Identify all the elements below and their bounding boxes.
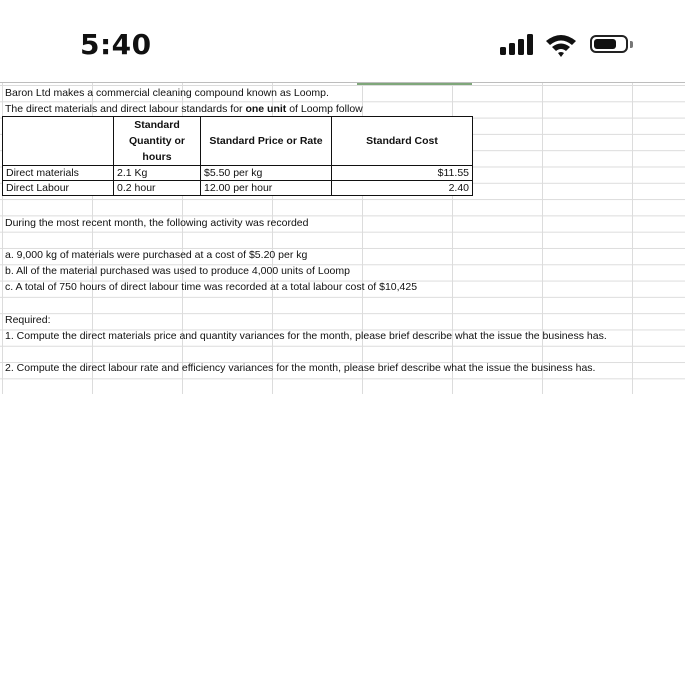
row-cost-cell[interactable]: 2.40 <box>332 181 473 196</box>
required-item-2: 2. Compute the direct labour rate and efficiency variances for the month, please brief describe what the issue the business has. <box>5 362 596 374</box>
header-quantity-line-2: Quantity or <box>128 135 185 147</box>
spreadsheet-area[interactable] <box>0 82 685 394</box>
sheet-top-border <box>0 82 685 83</box>
row-price-cell[interactable]: $5.50 per kg <box>201 166 332 181</box>
intro-line-2-bold: one unit <box>245 103 287 115</box>
activity-item-c: c. A total of 750 hours of direct labour time was recorded at a total labour cost of $10,425 <box>5 281 418 293</box>
header-blank-cell[interactable] <box>3 117 114 166</box>
cell-selection-indicator <box>357 83 472 85</box>
header-quantity-line-3: hours <box>142 151 172 163</box>
required-label: Required: <box>5 314 51 326</box>
cellular-signal-icon <box>500 33 536 55</box>
intro-line-2-end: of Loomp follow <box>286 103 363 115</box>
status-time: 5:40 <box>80 28 152 61</box>
intro-line-1: Baron Ltd makes a commercial cleaning compound known as Loomp. <box>5 87 329 99</box>
header-cost-cell[interactable]: Standard Cost <box>332 117 473 166</box>
header-quantity-line-1: Standard <box>134 119 180 131</box>
table-header-row <box>3 117 473 166</box>
row-price-cell[interactable]: 12.00 per hour <box>201 181 332 196</box>
wifi-icon <box>544 33 578 57</box>
required-item-1: 1. Compute the direct materials price and quantity variances for the month, please brief describe what the issue the business has. <box>5 330 607 342</box>
intro-line-2-start: The direct materials and direct labour standards for <box>5 103 246 115</box>
table-row <box>3 166 473 181</box>
row-label-cell[interactable]: Direct materials <box>3 166 114 181</box>
status-bar <box>0 0 685 80</box>
activity-heading: During the most recent month, the following activity was recorded <box>5 217 309 229</box>
intro-line-2 <box>5 102 363 116</box>
header-quantity-cell[interactable] <box>114 117 201 166</box>
activity-item-a: a. 9,000 kg of materials were purchased at a cost of $5.20 per kg <box>5 249 308 261</box>
header-price-cell[interactable]: Standard Price or Rate <box>201 117 332 166</box>
row-quantity-cell[interactable]: 0.2 hour <box>114 181 201 196</box>
battery-tip-icon <box>630 41 633 48</box>
table-row <box>3 181 473 196</box>
row-quantity-cell[interactable]: 2.1 Kg <box>114 166 201 181</box>
standards-table <box>2 116 473 196</box>
activity-item-b: b. All of the material purchased was used to produce 4,000 units of Loomp <box>5 265 350 277</box>
battery-icon <box>590 35 628 53</box>
row-cost-cell[interactable]: $11.55 <box>332 166 473 181</box>
row-label-cell[interactable]: Direct Labour <box>3 181 114 196</box>
